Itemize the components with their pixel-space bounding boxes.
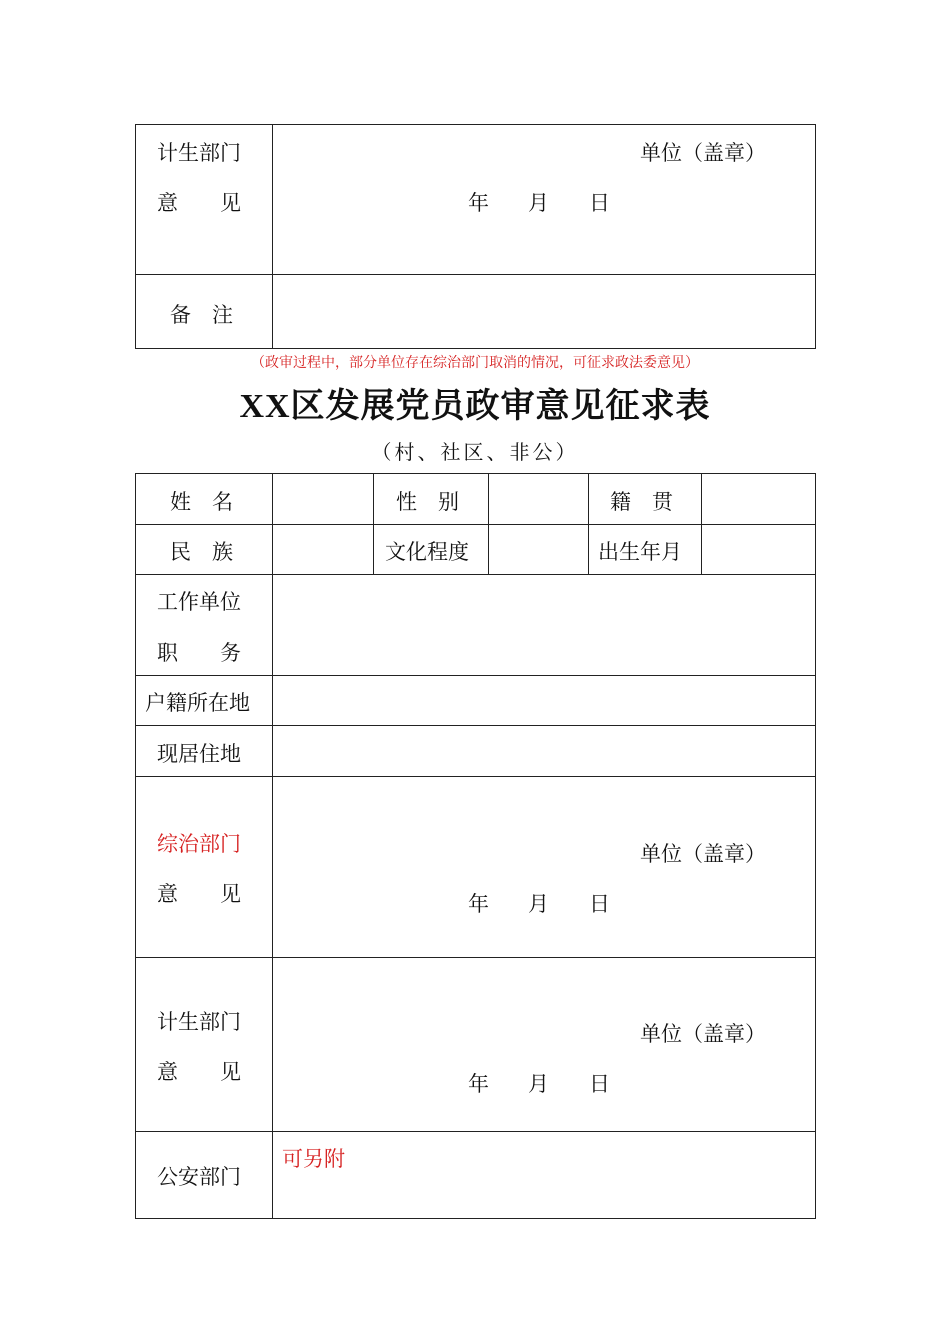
education-field[interactable] <box>489 525 588 574</box>
birth-date-field[interactable] <box>702 525 815 574</box>
zongzhi-date-year: 年 <box>468 892 489 916</box>
jisheng-seal: 单位（盖章） <box>640 1022 766 1046</box>
police-label: 公安部门 <box>157 1165 241 1189</box>
jisheng-label-top: 计生部门 <box>157 141 241 165</box>
name-label: 姓 名 <box>170 490 233 514</box>
jisheng-date-month: 月 <box>528 1072 549 1096</box>
page-subtitle: （村、社区、非公） <box>371 440 579 464</box>
native-place-label: 籍 贯 <box>610 490 673 514</box>
date-month-top: 月 <box>528 191 549 215</box>
seal-text-top: 单位（盖章） <box>640 141 766 165</box>
position-label: 职 务 <box>157 641 241 665</box>
page-title: XX区发展党员政审意见征求表 <box>239 388 711 425</box>
workplace-label: 工作单位 <box>157 590 241 614</box>
opinion-label-top: 意 见 <box>157 191 241 215</box>
jisheng-date-day: 日 <box>589 1072 610 1096</box>
residence-label: 现居住地 <box>157 742 241 766</box>
residence-field[interactable] <box>273 726 815 776</box>
date-year-top: 年 <box>468 191 489 215</box>
zongzhi-date-day: 日 <box>589 892 610 916</box>
zongzhi-seal: 单位（盖章） <box>640 842 766 866</box>
workplace-field[interactable] <box>273 575 815 675</box>
household-label: 户籍所在地 <box>145 691 250 715</box>
red-note: （政审过程中，部分单位存在综治部门取消的情况，可征求政法委意见） <box>251 355 699 371</box>
police-note: 可另附 <box>282 1147 345 1171</box>
jisheng-opinion-label: 意 见 <box>157 1060 241 1084</box>
native-place-field[interactable] <box>702 474 815 524</box>
zongzhi-label: 综治部门 <box>157 832 241 856</box>
birth-date-label: 出生年月 <box>598 540 682 564</box>
education-label: 文化程度 <box>385 540 469 564</box>
zongzhi-date-month: 月 <box>528 892 549 916</box>
zongzhi-opinion-label: 意 见 <box>157 882 241 906</box>
name-field[interactable] <box>273 474 373 524</box>
ethnicity-field[interactable] <box>273 525 373 574</box>
gender-field[interactable] <box>489 474 588 524</box>
gender-label: 性 别 <box>396 490 459 514</box>
household-field[interactable] <box>273 676 815 725</box>
remarks-label: 备 注 <box>170 303 233 327</box>
jisheng-label: 计生部门 <box>157 1010 241 1034</box>
date-day-top: 日 <box>589 191 610 215</box>
jisheng-date-year: 年 <box>468 1072 489 1096</box>
ethnicity-label: 民 族 <box>170 540 233 564</box>
